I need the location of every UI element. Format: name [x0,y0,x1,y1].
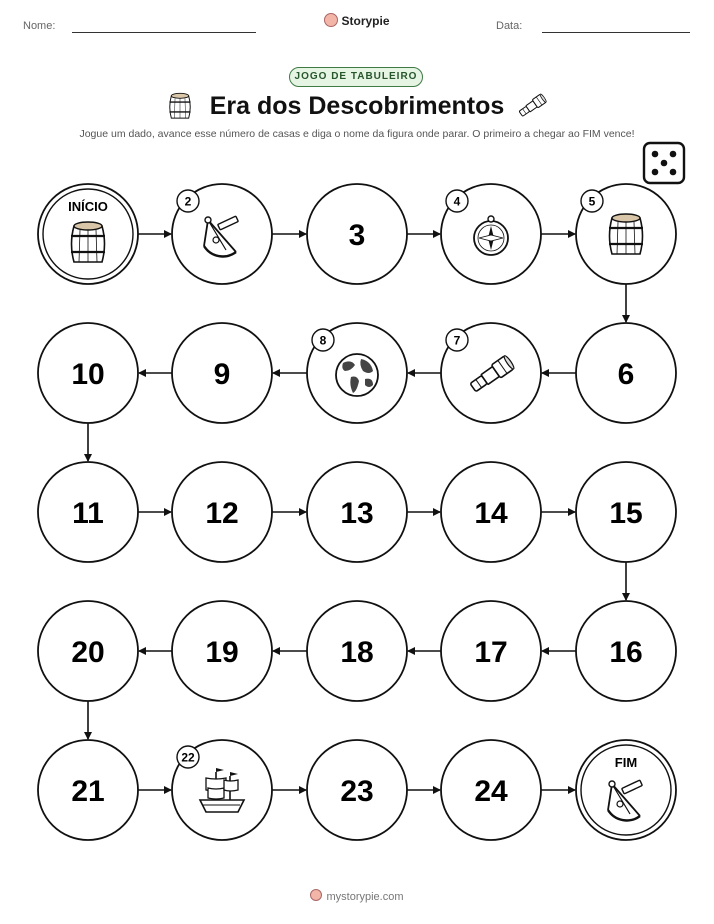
board-space [172,740,272,840]
space-label: FIM [614,755,638,770]
space-number-badge: 5 [588,194,596,209]
start-space [38,184,138,284]
space-number-badge: 4 [453,194,461,209]
board-space [38,740,138,840]
globe-icon [336,354,378,396]
board-space [307,184,407,284]
space-number: 11 [72,497,104,530]
finish-space [576,740,676,840]
board-space [307,462,407,562]
brand-logo: Storypie [0,13,714,28]
space-number: 3 [348,219,366,252]
space-number: 12 [205,497,239,530]
space-number: 6 [617,358,635,391]
space-number: 23 [340,775,374,808]
board-space [307,323,407,423]
space-number: 9 [213,358,231,391]
footer: mystorypie.com [0,889,714,903]
space-number: 21 [71,775,105,808]
space-number: 13 [340,497,374,530]
board-space [38,601,138,701]
dice-five-icon [644,143,684,183]
board-space [441,184,541,284]
board-space [172,462,272,562]
board-space [576,184,676,284]
board-space [576,462,676,562]
space-number: 14 [474,497,508,530]
barrel-icon [609,214,643,254]
board-space [441,462,541,562]
space-number-badge: 8 [319,333,327,348]
page-title: Era dos Descobrimentos [209,92,505,120]
board-space [576,601,676,701]
space-label: INÍCIO [68,199,108,214]
board-space [172,601,272,701]
instructions: Jogue um dado, avance esse número de casas e diga o nome da figura onde parar. O primeiro a chegar ao FIM vence! [79,128,635,140]
board-space [307,740,407,840]
board-space [441,601,541,701]
space-number: 10 [71,358,105,391]
board-space [38,323,138,423]
board-space [576,323,676,423]
telescope-icon [518,93,547,117]
barrel-icon [71,222,105,262]
bear-icon [310,889,322,901]
space-number: 24 [474,775,508,808]
name-label: Nome: [23,20,56,32]
category-badge: JOGO DE TABULEIRO [289,67,423,87]
barrel-icon [169,93,190,118]
space-number-badge: 22 [181,750,195,765]
board-space [307,601,407,701]
space-number-badge: 2 [184,194,192,209]
board-space [441,323,541,423]
space-number-badge: 7 [453,333,461,348]
date-label: Data: [496,20,523,32]
board-space [441,740,541,840]
space-number: 16 [609,636,643,669]
space-number: 19 [205,636,239,669]
board-space [172,184,272,284]
board-space [38,462,138,562]
space-number: 15 [609,497,643,530]
board-space [172,323,272,423]
space-number: 18 [340,636,374,669]
space-number: 17 [474,636,508,669]
board-spaces [38,184,676,840]
space-number: 20 [71,636,105,669]
